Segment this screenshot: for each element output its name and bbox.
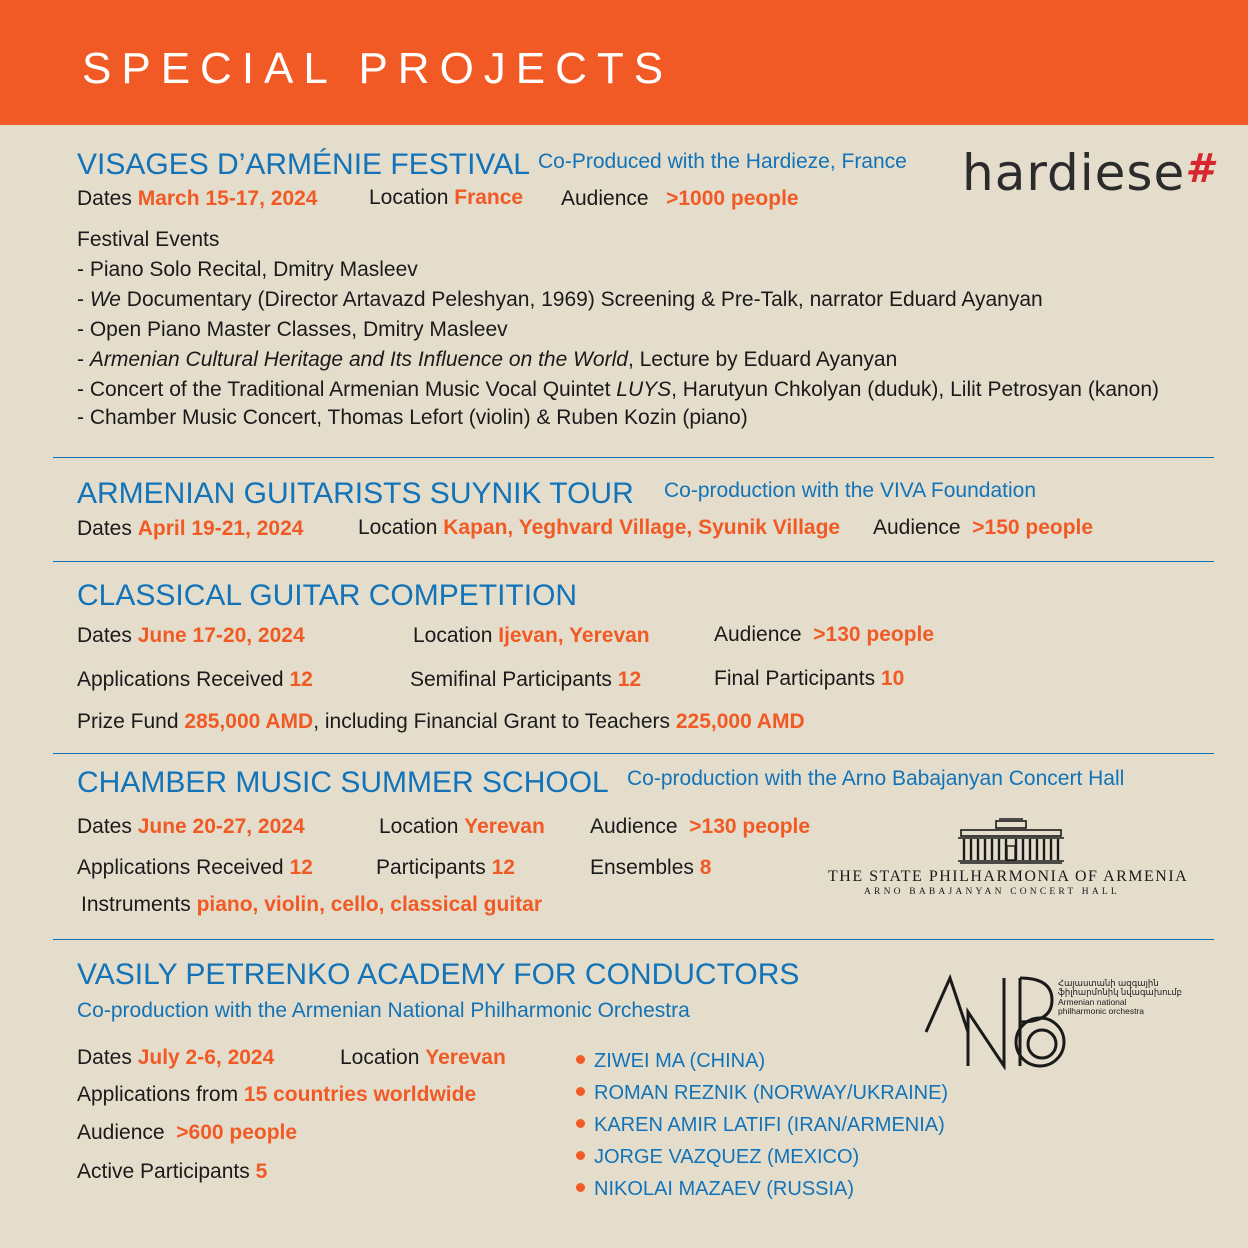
- concert-hall-building-icon: [958, 818, 1064, 864]
- bullet-icon: [576, 1119, 585, 1128]
- section-title-guitarists: ARMENIAN GUITARISTS SUYNIK TOUR: [77, 477, 634, 510]
- page-title: SPECIAL PROJECTS: [82, 44, 674, 93]
- section-title-competition: CLASSICAL GUITAR COMPETITION: [77, 579, 578, 612]
- competition-final: Final Participants 10: [714, 667, 905, 690]
- hardiese-logo-text: hardiese: [962, 144, 1186, 202]
- anpo-logo-english-line2: philharmonic orchestra: [1058, 1006, 1144, 1016]
- anpo-logo-armenian-line1: Հայաստանի ազգային: [1058, 978, 1159, 988]
- section-title-summer-school: CHAMBER MUSIC SUMMER SCHOOL: [77, 766, 609, 799]
- visages-dates: Dates March 15-17, 2024: [77, 187, 318, 210]
- divider: [53, 753, 1214, 754]
- competition-prize: Prize Fund 285,000 AMD, including Financial Grant to Teachers 225,000 AMD: [77, 710, 805, 733]
- participant-list-item: ZIWEI MA (CHINA): [576, 1050, 765, 1073]
- festival-event: - Chamber Music Concert, Thomas Lefort (violin) & Ruben Kozin (piano): [77, 406, 748, 429]
- visages-location: Location France: [369, 186, 524, 209]
- participant-list-item: JORGE VAZQUEZ (MEXICO): [576, 1146, 859, 1169]
- festival-event: - Armenian Cultural Heritage and Its Influence on the World, Lecture by Eduard Ayanyan: [77, 348, 898, 371]
- divider: [53, 561, 1214, 562]
- academy-audience: Audience >600 people: [77, 1121, 298, 1144]
- participant-list-item: NIKOLAI MAZAEV (RUSSIA): [576, 1178, 854, 1201]
- coproduction-visages: Co-Produced with the Hardieze, France: [538, 150, 907, 173]
- festival-event: - Piano Solo Recital, Dmitry Masleev: [77, 258, 418, 281]
- bullet-icon: [576, 1183, 585, 1192]
- anpo-logo-icon: [924, 974, 1070, 1070]
- anpo-logo-armenian-line2: ֆիլհարմոնիկ նվագախումբ: [1058, 987, 1183, 997]
- divider: [53, 457, 1214, 458]
- festival-event: - We Documentary (Director Artavazd Peleshyan, 1969) Screening & Pre-Talk, narrator Eduard Ayanyan: [77, 288, 1043, 311]
- participant-list-item: KAREN AMIR LATIFI (IRAN/ARMENIA): [576, 1114, 945, 1137]
- summer-school-applications: Applications Received 12: [77, 856, 313, 879]
- academy-dates: Dates July 2-6, 2024: [77, 1046, 275, 1069]
- academy-active-participants: Active Participants 5: [77, 1160, 268, 1183]
- competition-audience: Audience >130 people: [714, 623, 935, 646]
- philharmonia-logo-title: THE STATE PHILHARMONIA OF ARMENIA: [828, 868, 1189, 885]
- academy-location: Location Yerevan: [340, 1046, 506, 1069]
- summer-school-ensembles: Ensembles 8: [590, 856, 712, 879]
- competition-location: Location Ijevan, Yerevan: [413, 624, 650, 647]
- bullet-icon: [576, 1055, 585, 1064]
- hardiese-logo: [962, 144, 1214, 202]
- bullet-icon: [576, 1087, 585, 1096]
- competition-applications: Applications Received 12: [77, 668, 313, 691]
- visages-audience: Audience >1000 people: [561, 187, 799, 210]
- coproduction-summer-school: Co-production with the Arno Babajanyan Concert Hall: [627, 767, 1125, 790]
- coproduction-guitarists: Co-production with the VIVA Foundation: [664, 479, 1037, 502]
- competition-dates: Dates June 17-20, 2024: [77, 624, 305, 647]
- anpo-logo-english-line1: Armenian national: [1058, 997, 1127, 1007]
- summer-school-audience: Audience >130 people: [590, 815, 811, 838]
- summer-school-instruments: Instruments piano, violin, cello, classical guitar: [81, 893, 543, 916]
- festival-event: - Concert of the Traditional Armenian Music Vocal Quintet LUYS, Harutyun Chkolyan (duduk), Lilit Petrosyan (kanon): [77, 378, 1160, 401]
- summer-school-participants: Participants 12: [376, 856, 515, 879]
- guitarists-dates: Dates April 19-21, 2024: [77, 517, 304, 540]
- summer-school-location: Location Yerevan: [379, 815, 545, 838]
- festival-event: - Open Piano Master Classes, Dmitry Masleev: [77, 318, 508, 341]
- participant-list-item: ROMAN REZNIK (NORWAY/UKRAINE): [576, 1082, 948, 1105]
- section-title-academy: VASILY PETRENKO ACADEMY FOR CONDUCTORS: [77, 958, 800, 991]
- academy-applications: Applications from 15 countries worldwide: [77, 1083, 477, 1106]
- guitarists-audience: Audience >150 people: [873, 516, 1094, 539]
- bullet-icon: [576, 1151, 585, 1160]
- header-banner: [0, 0, 1248, 125]
- hash-icon: #: [1185, 146, 1215, 192]
- section-title-visages: VISAGES D’ARMÉNIE FESTIVAL: [77, 148, 530, 181]
- guitarists-location: Location Kapan, Yeghvard Village, Syunik Village: [358, 516, 841, 539]
- summer-school-dates: Dates June 20-27, 2024: [77, 815, 305, 838]
- festival-events-heading: Festival Events: [77, 228, 220, 251]
- divider: [53, 939, 1214, 940]
- coproduction-academy: Co-production with the Armenian National Philharmonic Orchestra: [77, 999, 690, 1022]
- competition-semifinal: Semifinal Participants 12: [410, 668, 642, 691]
- philharmonia-logo-subtitle: ARNO BABAJANYAN CONCERT HALL: [864, 887, 1120, 897]
